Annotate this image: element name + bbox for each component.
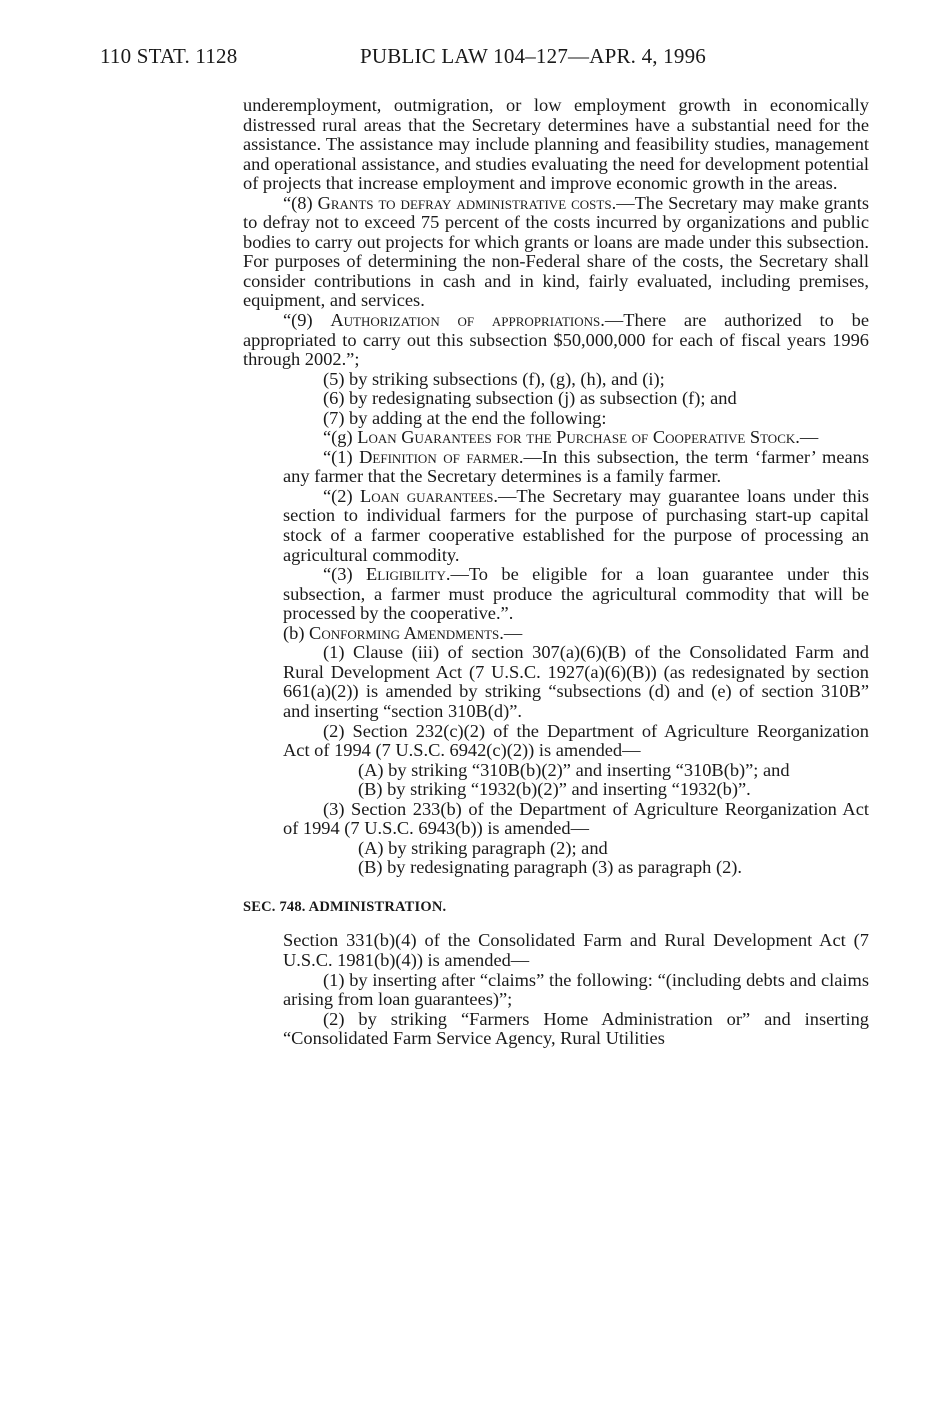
- subsection-b-heading: Conforming Amendments.: [309, 622, 504, 643]
- section-748-text: Section 331(b)(4) of the Consolidated Farm and Rural Development Act (7 U.S.C. 1981(b)(4)) is amended—: [283, 930, 869, 970]
- public-law-title: PUBLIC LAW 104–127—APR. 4, 1996: [360, 44, 706, 68]
- statute-page-number: 110 STAT. 1128: [100, 44, 238, 68]
- paragraph-8: “(8) Grants to defray administrative costs.—The Secretary may make grants to defray not to exceed 75 percent of the costs incurred by organizations and public bodies to carry out projects for which grants or loans are made under this subsection. For purposes of determining the non-Federal share of the costs, the Secretary shall consider contributions in cash and in kind, fairly evaluated, including premises, equipment, and services.: [243, 192, 869, 311]
- paragraph-9: “(9) Authorization of appropriations.—There are authorized to be appropriated to carry out this subsection $50,000,000 for each of fiscal years 1996 through 2002.”;: [243, 310, 869, 370]
- paragraph-8-heading: Grants to defray administrative costs.: [317, 192, 617, 213]
- conforming-amendment-2A: (A) by striking “310B(b)(2)” and inserting “310B(b)”; and: [358, 759, 790, 780]
- conforming-amendment-3B: (B) by redesignating paragraph (3) as paragraph (2).: [358, 857, 743, 878]
- conforming-amendment-3A: (A) by striking paragraph (2); and: [358, 837, 608, 858]
- conforming-amendment-1: (1) Clause (iii) of section 307(a)(6)(B) of the Consolidated Farm and Rural Development Act (7 U.S.C. 1927(a)(6)(B)) (as redesignated by section 661(a)(2)) is amended by striking “subsections (d) and (e) of section 310B” and inserting “section 310B(d)”.: [283, 642, 869, 721]
- amendment-6: (6) by redesignating subsection (j) as subsection (f); and: [323, 388, 737, 409]
- page-header: [100, 44, 860, 78]
- section-748-item-1: (1) by inserting after “claims” the following: “(including debts and claims arising from loan guarantees)”;: [283, 969, 869, 1010]
- subsection-g-3-heading: Eligibility.: [366, 564, 451, 585]
- subsection-g-1: “(1) Definition of farmer.—In this subsection, the term ‘farmer’ means any farmer that the Secretary determines is a family farmer.: [283, 446, 869, 487]
- document-body: [243, 96, 869, 1049]
- subsection-g-1-heading: Definition of farmer.: [359, 446, 524, 467]
- amendment-5: (5) by striking subsections (f), (g), (h), and (i);: [323, 368, 665, 389]
- subsection-g-heading: Loan Guarantees for the Purchase of Cooperative Stock.: [357, 427, 800, 448]
- conforming-amendment-2: (2) Section 232(c)(2) of the Department of Agriculture Reorganization Act of 1994 (7 U.S.C. 6942(c)(2)) is amended—: [283, 720, 869, 761]
- subsection-g-2: “(2) Loan guarantees.—The Secretary may guarantee loans under this section to individual farmers for the purpose of purchasing start-up capital stock of a farmer cooperative established for the purpose of processing an agricultural commodity.: [283, 485, 869, 565]
- section-748-heading: SEC. 748. ADMINISTRATION.: [243, 898, 447, 915]
- paragraph-9-heading: Authorization of appropriations.: [330, 310, 605, 331]
- amendment-7: (7) by adding at the end the following:: [323, 407, 607, 428]
- subsection-g-3: “(3) Eligibility.—To be eligible for a loan guarantee under this subsection, a farmer must produce the agricultural commodity that will be processed by the cooperative.”.: [283, 564, 869, 624]
- subsection-b: (b) Conforming Amendments.—: [283, 622, 523, 643]
- subsection-g: “(g) Loan Guarantees for the Purchase of Cooperative Stock.—: [323, 427, 819, 448]
- conforming-amendment-2B: (B) by striking “1932(b)(2)” and inserting “1932(b)”.: [358, 779, 751, 800]
- section-748-item-2: (2) by striking “Farmers Home Administration or” and inserting “Consolidated Farm Service Agency, Rural Utilities: [283, 1008, 869, 1049]
- subsection-g-2-heading: Loan guarantees.: [359, 485, 498, 506]
- paragraph-continued: underemployment, outmigration, or low employment growth in economically distressed rural areas that the Secretary determines have a substantial need for the assistance. The assistance may include planning and feasibility studies, management and operational assistance, and studies evaluating the need for development potential of projects that increase employment and improve economic growth in the areas.: [243, 95, 869, 194]
- conforming-amendment-3: (3) Section 233(b) of the Department of Agriculture Reorganization Act of 1994 (7 U.S.C. 6943(b)) is amended—: [283, 798, 869, 839]
